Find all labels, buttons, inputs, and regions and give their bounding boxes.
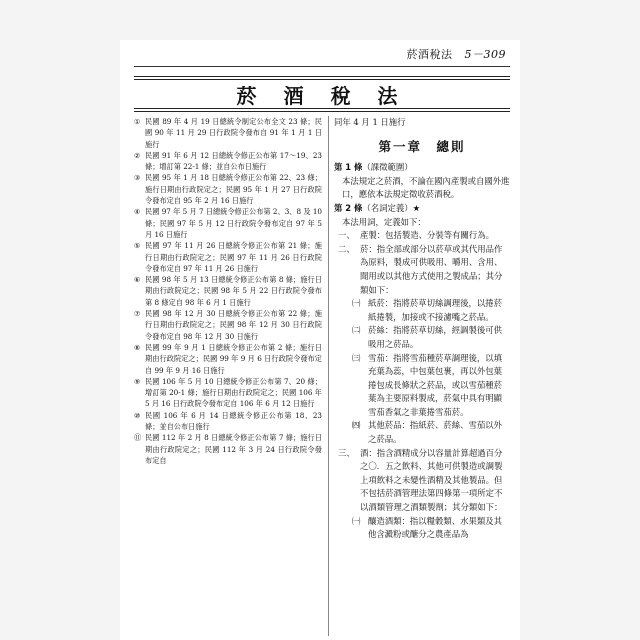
history-entry xyxy=(134,308,322,342)
article-item xyxy=(334,447,510,515)
history-text: 民國 106 年 5 月 10 日總統令修正公布第 7、20 條；增訂第 20-1 條；施行日期由行政院定之；民國 106 年 5 月 16 日行政院令發布定自 106 年 6 月 12 日施行 xyxy=(145,376,322,409)
article-caption: （課徵範圍） xyxy=(362,162,413,173)
item-text: 菸：指全部或部分以菸草或其代用品作為原料，製成可供吸用、嚼用、含用、聞用或以其他方式使用之製成品；其分類如下： xyxy=(360,243,503,295)
header-rule xyxy=(134,66,510,67)
law-text xyxy=(334,116,510,542)
item-label: 三、 xyxy=(338,447,355,458)
history-number: ⑧ xyxy=(134,342,141,352)
history-entry xyxy=(134,150,322,173)
history-text: 民國 106 年 6 月 14 日總統令修正公布第 18、23 條；並自公布日施行 xyxy=(145,410,322,432)
article-subitem xyxy=(334,515,510,542)
subitem-text: 紙菸：指將菸草切絲調理後，以捲菸紙捲製，加接或不接濾嘴之菸品。 xyxy=(368,298,502,322)
subitem-label: ㈠ xyxy=(352,515,361,526)
item-text: 產製：包括製造、分裝等有關行為。 xyxy=(360,230,494,241)
history-entry xyxy=(134,206,322,240)
law-title: 菸 酒 稅 法 xyxy=(236,83,408,108)
article-subitem xyxy=(334,297,510,324)
subitem-label: ㈣ xyxy=(352,420,361,431)
subitem-text: 菸絲：指將菸草切絲，經調製後可供吸用之菸品。 xyxy=(368,325,502,349)
amendment-history xyxy=(134,116,322,466)
history-text: 民國 98 年 5 月 13 日總統令修正公布第 8 條；施行日期由行政院定之；民國 98 年 5 月 22 日行政院令發布第 8 條定自 98 年 6 月 1 日施行 xyxy=(145,275,322,307)
book-page xyxy=(120,40,520,640)
history-entry xyxy=(134,172,322,206)
article-heading xyxy=(334,161,510,175)
article-body: 本法規定之菸酒，不論在國內產製或自國外進口，應依本法規定徵收菸酒稅。 xyxy=(342,175,510,200)
history-text: 民國 91 年 6 月 12 日總統令修正公布第 17～19、23 條；增訂第 22-1 條；並自公布日施行 xyxy=(145,150,322,172)
article-subitem xyxy=(334,352,510,420)
column-divider xyxy=(328,116,329,636)
subitem-text: 釀造酒類：指以糧穀類、水果類及其他含澱粉或醣分之農產品為 xyxy=(368,515,502,540)
history-entry xyxy=(134,240,322,274)
article-item xyxy=(334,243,510,297)
article-number: 第 1 條 xyxy=(334,162,363,173)
history-entry xyxy=(134,116,322,150)
history-entry xyxy=(134,432,322,466)
history-number: ⑩ xyxy=(134,410,141,420)
history-number: ④ xyxy=(134,207,141,217)
item-label: 二、 xyxy=(338,243,355,254)
history-text: 民國 99 年 9 月 1 日總統令修正公布第 2 條；施行日期由行政院定之；民國 99 年 9 月 6 日行政院令發布定自 99 年 9 月 16 日施行 xyxy=(145,342,322,375)
page-number: 5－309 xyxy=(464,48,506,61)
history-entry xyxy=(134,376,322,410)
history-entry xyxy=(134,274,322,308)
history-number: ③ xyxy=(134,173,141,183)
article-number: 第 2 條 xyxy=(334,202,363,213)
history-number: ① xyxy=(134,117,141,126)
history-number: ⑨ xyxy=(134,376,141,386)
item-text: 酒：指含酒精成分以容量計算超過百分之〇．五之飲料、其他可供製造或調製上項飲料之未變性酒精及其他製品。但不包括菸酒管理法第四條第一項所定不以酒類管理之酒類製劑；其分類如下： xyxy=(360,447,503,513)
history-text: 民國 97 年 11 月 26 日總統令修正公布第 21 條；施行日期由行政院定之；民國 97 年 11 月 26 日行政院令發布定自 97 年 11 月 26 日施行 xyxy=(145,241,322,273)
history-number: ⑦ xyxy=(134,309,141,319)
article xyxy=(334,202,510,542)
subitem-label: ㈡ xyxy=(352,325,361,336)
subitem-text: 雪茄：指將雪茄種菸草調理後，以填充葉為蕊，中包葉包裹，再以外包葉捲包成長條狀之菸品，或以雪茄種菸葉為主要原料製成，菸氣中具有明顯雪茄香氣之非葉捲雪茄菸。 xyxy=(368,352,502,417)
history-number: ② xyxy=(134,150,141,160)
article-subitem xyxy=(334,419,510,446)
running-header xyxy=(407,46,507,62)
article-subitem xyxy=(334,324,510,351)
history-number: ⑤ xyxy=(134,241,141,251)
subitem-text: 其他菸品：指紙菸、菸絲、雪茄以外之菸品。 xyxy=(368,420,502,445)
running-title: 菸酒稅法 xyxy=(406,48,453,61)
subitem-label: ㈠ xyxy=(352,298,361,309)
history-entry xyxy=(134,410,322,433)
history-text: 民國 98 年 12 月 30 日總統令修正公布第 22 條；施行日期由行政院定之；民國 98 年 12 月 30 日行政院令發布定自 98 年 12 月 30 日施行 xyxy=(145,309,322,341)
article-body: 本法用詞，定義如下： xyxy=(342,216,426,227)
article-item xyxy=(334,229,510,243)
history-entry xyxy=(134,342,322,376)
title-band xyxy=(134,76,510,112)
item-label: 一、 xyxy=(338,230,355,241)
article xyxy=(334,161,510,202)
history-text: 民國 112 年 2 月 8 日總統令修正公布第 7 條；施行日期由行政院定之；民國 112 年 3 月 24 日行政院令發布定自 xyxy=(145,433,322,465)
article-caption: （名詞定義）★ xyxy=(362,202,421,213)
history-number: ⑪ xyxy=(134,433,142,443)
history-text: 民國 95 年 1 月 18 日總統令修正公布第 22、23 條；施行日期由行政院定之；民國 95 年 1 月 27 日行政院令發布定自 95 年 2 月 16 日施行 xyxy=(145,173,322,206)
article-heading xyxy=(334,202,510,216)
subitem-label: ㈢ xyxy=(352,352,361,363)
history-continuation: 同年 4 月 1 日施行 xyxy=(334,117,406,127)
chapter-heading: 第一章 總則 xyxy=(378,138,466,154)
history-text: 民國 89 年 4 月 19 日總統令制定公布全文 23 條；民國 90 年 11 月 29 日行政院令發布自 91 年 1 月 1 日施行 xyxy=(145,117,322,149)
history-text: 民國 97 年 5 月 7 日總統令修正公布第 2、3、8 及 10 條；民國 97 年 5 月 12 日行政院令發布定自 97 年 5 月 16 日施行 xyxy=(145,207,322,239)
history-number: ⑥ xyxy=(134,275,141,285)
articles xyxy=(334,161,510,542)
